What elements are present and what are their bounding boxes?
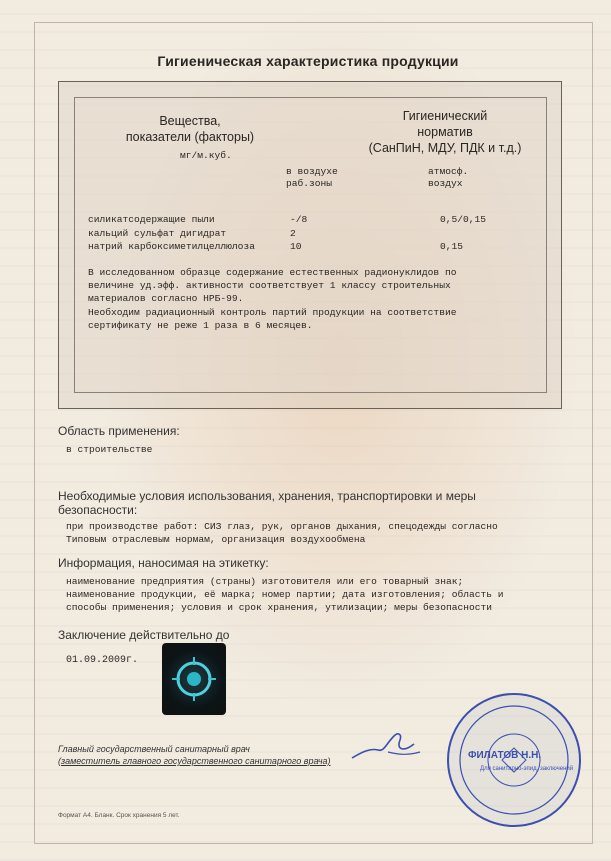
conditions-label-line1: Необходимые условия использования, хранения, транспортировки и меры <box>58 489 476 503</box>
table-cell-work: 2 <box>290 228 296 239</box>
table-cell-atm: 0,15 <box>440 241 464 252</box>
validity-label: Заключение действительно до <box>58 628 230 642</box>
stamp-name: ФИЛАТОВ Н.Н. <box>468 750 542 761</box>
handwritten-signature-icon <box>348 722 428 768</box>
table-row: натрий карбоксиметилцеллюлоза <box>88 241 255 252</box>
table-cell-work: 10 <box>290 241 302 252</box>
scope-label: Область применения: <box>58 424 180 438</box>
atm-header-line2: воздух <box>428 178 463 189</box>
label-info-label: Информация, наносимая на этикетку: <box>58 556 269 570</box>
table-row: силикатсодержащие пыли <box>88 214 215 225</box>
hologram-emblem-icon <box>162 643 226 715</box>
signature-title-line2: (заместитель главного государственного санитарного врача) <box>58 756 331 766</box>
work-zone-header-line2: раб.зоны <box>286 178 333 189</box>
work-zone-header-line1: в воздухе <box>286 166 338 177</box>
radionuclide-note-line: величине уд.эфф. активности соответствует 1 классу строительных <box>88 280 451 291</box>
norm-header-line1: Гигиенический <box>402 109 488 123</box>
form-footer: Формат А4. Бланк. Срок хранения 5 лет. <box>58 812 180 819</box>
stamp-subtext: Для санитарно-эпид. заключений <box>480 766 574 772</box>
substances-header <box>100 113 280 145</box>
radionuclide-note-line: Необходим радиационный контроль партий продукции на соответствие <box>88 307 457 318</box>
table-row: кальций сульфат дигидрат <box>88 228 227 239</box>
conditions-value-line2: Типовым отраслевым нормам, организация воздухообмена <box>66 534 366 545</box>
norm-header-line3: (СанПиН, МДУ, ПДК и т.д.) <box>368 141 522 155</box>
units-label: мг/м.куб. <box>180 150 232 161</box>
conditions-value-line1: при производстве работ: СИЗ глаз, рук, органов дыхания, спецодежды согласно <box>66 521 498 532</box>
official-stamp <box>444 690 584 830</box>
label-info-line3: способы применения; условия и срок хранения, утилизации; меры безопасности <box>66 602 493 613</box>
radionuclide-note-line: В исследованном образце содержание естественных радионуклидов по <box>88 267 457 278</box>
conditions-label-line2: безопасности: <box>58 503 138 517</box>
substances-header-line1: Вещества, <box>159 114 221 128</box>
document-title: Гигиеническая характеристика продукции <box>157 53 459 69</box>
table-cell-atm: 0,5/0,15 <box>440 214 487 225</box>
substances-header-line2: показатели (факторы) <box>125 130 255 144</box>
label-info-line1: наименование предприятия (страны) изготовителя или его товарный знак; <box>66 576 464 587</box>
table-cell-work: -/8 <box>290 214 308 225</box>
scope-value: в строительстве <box>66 444 153 455</box>
atm-header-line1: атмосф. <box>428 166 469 177</box>
hologram-sticker <box>162 643 226 715</box>
label-info-line2: наименование продукции, её марка; номер партии; дата изготовления; область и <box>66 589 504 600</box>
norm-header <box>340 108 550 156</box>
validity-date: 01.09.2009г. <box>66 655 139 666</box>
radionuclide-note-line: сертификату не реже 1 раза в 6 месяцев. <box>88 320 313 331</box>
radionuclide-note-line: материалов согласно НРБ-99. <box>88 293 244 304</box>
norm-header-line2: норматив <box>417 125 473 139</box>
signature-title-line1: Главный государственный санитарный врач <box>58 744 250 754</box>
